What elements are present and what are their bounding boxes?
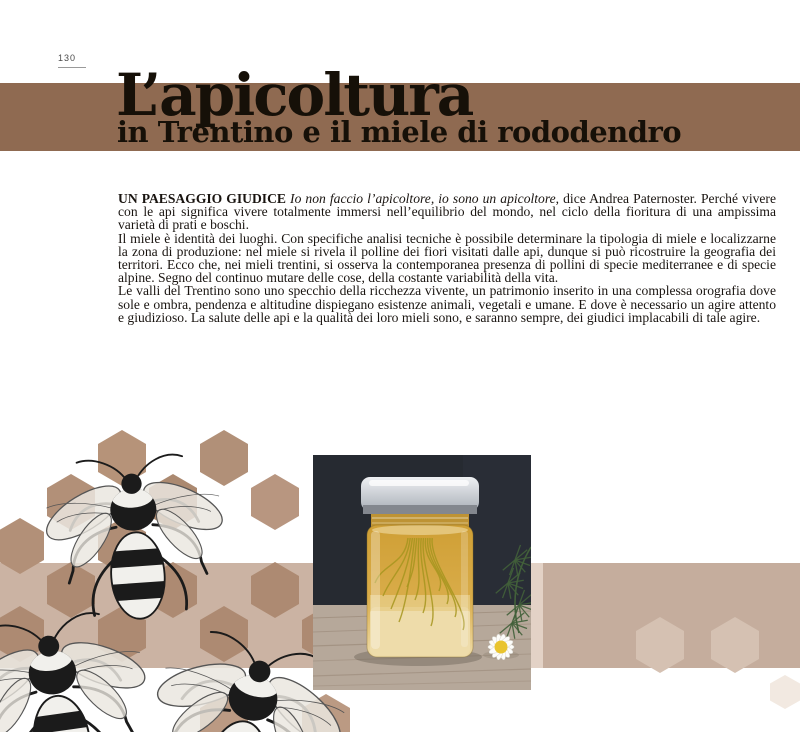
article-text xyxy=(118,192,776,324)
paragraph xyxy=(118,232,776,285)
jar xyxy=(361,477,479,657)
paragraph xyxy=(118,192,776,232)
honeycomb-hexagon xyxy=(251,474,299,530)
page-subtitle: in Trentino e il miele di rododendro xyxy=(117,115,682,149)
page-title: L’apicoltura xyxy=(116,61,473,129)
honeycomb-hexagon xyxy=(770,675,800,709)
page-number: 130 xyxy=(58,53,77,63)
honey-band-strip xyxy=(531,563,543,668)
page-number-rule xyxy=(58,67,86,68)
text-segment-bold: UN PAESAGGIO GIUDICE xyxy=(118,191,291,206)
paragraph xyxy=(118,284,776,324)
decorative-footer xyxy=(0,420,800,732)
text-segment-regular: Le valli del Trentino sono uno specchio della ricchezza vivente, un patrimonio inserito in una complessa orografia dove sole e ombra, pendenza e altitudine dispiegano esistenze animali, vegetali e umane. E dove è necessario un agire attento e giudizioso. La salute delle api e la qualità dei loro mieli sono, e saranno sempre, dei giudici implacabili di tale agire. xyxy=(118,283,776,325)
text-segment-italic: Io non faccio l’apicoltore, io sono un apicoltore xyxy=(290,191,556,206)
text-segment-regular: Il miele è identità dei luoghi. Con specifiche analisi tecniche è possibile determinare la tipologia di miele e localizzarne la zona di produzione: nel miele si rivela il polline dei fiori visitati dalle api, dunque si può ricostruire la geografia dei territori. Ecco che, nei mieli trentini, si osserva la contemporanea presenza di pollini di specie mediterranee e di specie alpine. Segno del continuo mutare delle cose, della costante variabilità della vita. xyxy=(118,230,776,286)
text-segment-regular: , dice Andrea Paternoster. Perché vivere con le api significa vivere totalmente immersi nell’equilibrio del mondo, nel ciclo della fioritura di una ampissima varietà di prati e boschi. xyxy=(118,191,776,233)
honeycomb-hexagon xyxy=(200,430,248,486)
honey-jar-photo xyxy=(313,455,535,690)
